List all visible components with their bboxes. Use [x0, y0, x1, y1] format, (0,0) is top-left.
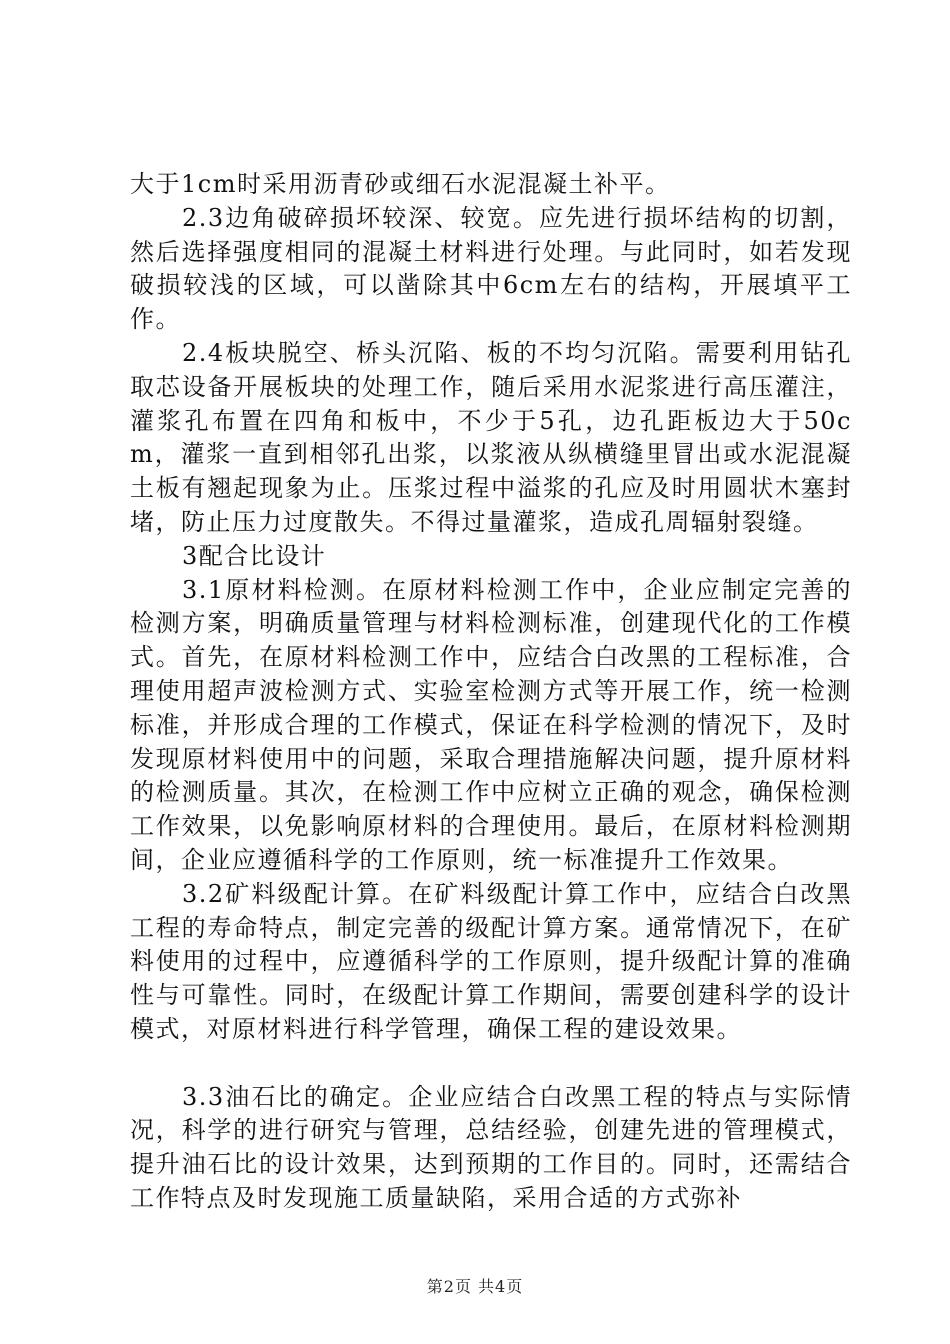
section-heading-3: 3配合比设计 [182, 541, 327, 570]
document-body [130, 168, 852, 1216]
paragraph-3-1: 3.1原材料检测。在原材料检测工作中，企业应制定完善的检测方案，明确质量管理与材料检测标准，创建现代化的工作模式。首先，在原材料检测工作中，应结合白改黑的工程标准，合理使用超声波检测方式、实验室检测方式等开展工作，统一检测标准，并形成合理的工作模式，保证在科学检测的情况下，及时发现原材料使用中的问题，采取合理措施解决问题，提升原材料的检测质量。其次，在检测工作中应树立正确的观念，确保检测工作效果，以免影响原材料的合理使用。最后，在原材料检测期间，企业应遵循科学的工作原则，统一标准提升工作效果。 [130, 575, 852, 874]
page-footer: 第2页 共4页 [426, 1277, 524, 1296]
paragraph-3-3: 3.3油石比的确定。企业应结合白改黑工程的特点与实际情况，科学的进行研究与管理，总结经验，创建先进的管理模式，提升油石比的设计效果，达到预期的工作目的。同时，还需结合工作特点及时发现施工质量缺陷，采用合适的方式弥补 [130, 1082, 852, 1212]
paragraph-continuation: 大于1cm时采用沥青砂或细石水泥混凝土补平。 [130, 170, 671, 198]
paragraph-3-2: 3.2矿料级配计算。在矿料级配计算工作中，应结合白改黑工程的寿命特点，制定完善的级配计算方案。通常情况下，在矿料使用的过程中，应遵循科学的工作原则，提升级配计算的准确性与可靠性。同时，在级配计算工作期间，需要创建科学的设计模式，对原材料进行科学管理，确保工程的建设效果。 [130, 879, 852, 1043]
paragraph-2-4: 2.4板块脱空、桥头沉陷、板的不均匀沉陷。需要利用钻孔取芯设备开展板块的处理工作，随后采用水泥浆进行高压灌注，灌浆孔布置在四角和板中，不少于5孔，边孔距板边大于50cm，灌浆一直到相邻孔出浆，以浆液从纵横缝里冒出或水泥混凝土板有翘起现象为止。压浆过程中溢浆的孔应及时用圆状木塞封堵，防止压力过度散失。不得过量灌浆，造成孔周辐射裂缝。 [130, 338, 852, 536]
paragraph-2-3: 2.3边角破碎损坏较深、较宽。应先进行损坏结构的切割，然后选择强度相同的混凝土材料进行处理。与此同时，如若发现破损较浅的区域，可以凿除其中6cm左右的结构，开展填平工作。 [130, 203, 852, 334]
